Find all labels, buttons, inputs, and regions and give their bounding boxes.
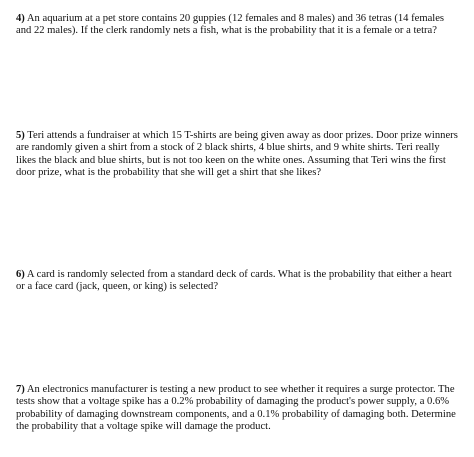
problem-text: A card is randomly selected from a standard deck of cards. What is the probability that either a heart or a face card (jack, queen, or king) is selected? <box>16 269 452 293</box>
problem-4 <box>16 13 460 38</box>
problem-7 <box>16 384 460 434</box>
problem-number: 4) <box>16 13 25 24</box>
problem-5 <box>16 130 460 180</box>
problem-text: Teri attends a fundraiser at which 15 T-shirts are being given away as door prizes. Door prize winners are randomly given a shirt from a stock of 2 black shirts, 4 blue shirts, and 9 white shirts. Teri really likes the black and blue shirts, but is not too keen on the white ones. Assuming that Teri wins the first door prize, what is the probability that she will get a shirt that she likes? <box>16 130 458 179</box>
problem-number: 5) <box>16 130 25 141</box>
problem-text: An electronics manufacturer is testing a new product to see whether it requires a surge protector. The tests show that a voltage spike has a 0.2% probability of damaging the product's power supply, a 0.6% probability of damaging downstream components, and a 0.1% probability of damaging both. Determine the probability that a voltage spike will damage the product. <box>16 384 456 433</box>
problem-number: 7) <box>16 384 25 395</box>
problem-number: 6) <box>16 269 25 280</box>
problem-text: An aquarium at a pet store contains 20 guppies (12 females and 8 males) and 36 tetras (14 females and 22 males). If the clerk randomly nets a fish, what is the probability that it is a female or a tetra? <box>16 13 445 37</box>
problem-6 <box>16 269 460 294</box>
